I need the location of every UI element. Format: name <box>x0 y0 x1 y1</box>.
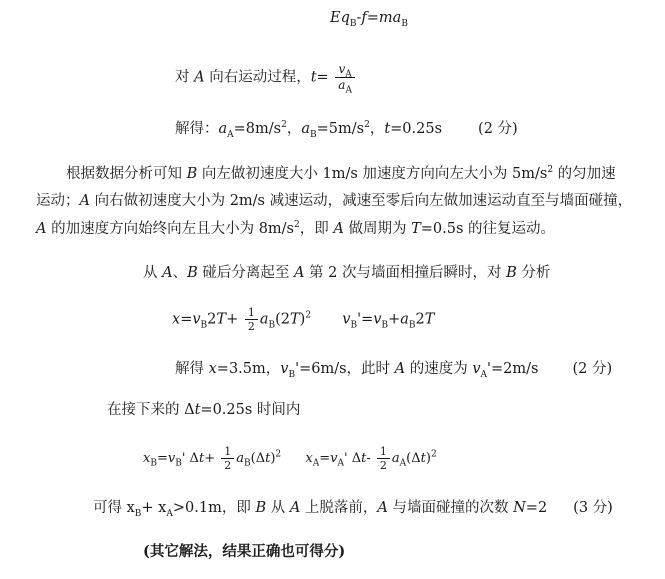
solution-line-2: 解得 x=3.5m，$v_B'=6m/s$，此时 A 的速度为 $v_A'=2m/s$ (2 分) <box>175 361 613 380</box>
equation-force-b: $Eq_B-f=ma_B$ <box>330 10 408 29</box>
conclusion-line: 可得 $x_B+ x_A>0.1m$，即 B 从 A 上脱落前，A 与墙面碰撞的次数 N=2 (3 分) <box>93 500 613 519</box>
score-badge: (3 分) <box>573 500 613 516</box>
equation-displacements: $x_B=v_B'$ Δt+ $\frac{1}{2}$ $a_B(\Delta t)^2$ $x_A=v_A'$ Δt- $\frac{1}{2}$ $a_A(\Delta t)^2$ <box>143 445 437 472</box>
line-next-interval: 在接下来的 Δt=0.25s 时间内 <box>107 402 301 418</box>
score-badge: (2 分) <box>572 361 613 377</box>
paragraph-collision-analysis: 从 A、B 碰后分离起至 A 第 2 次与墙面相撞后瞬时，对 B 分析 <box>143 265 551 281</box>
fraction-half: $\frac{1}{2}$ <box>245 306 258 333</box>
solution-line-1: 解得：$a_A=8m/s^2$，$a_B=5m/s^2$，t=0.25s (2 分) <box>175 120 518 140</box>
fraction-half: $\frac{1}{2}$ <box>221 445 234 472</box>
score-badge: (2 分) <box>478 121 518 137</box>
paragraph-analysis-line-3: A 的加速度方向始终向左且大小为 $8m/s^2$，即 A 做周期为 T=0.5s 的往复运动。 <box>36 220 555 237</box>
fraction-t: $\frac{v_A}{a_A}$ <box>335 62 355 93</box>
grading-note: (其它解法，结果正确也可得分) <box>143 543 346 560</box>
fraction-half: $\frac{1}{2}$ <box>377 445 390 472</box>
equation-displacement-b: $x=v_B2T+$ $\frac{1}{2}$ $a_B(2T)^2$ $v_B'=v_B+a_B2T$ <box>172 306 435 333</box>
paragraph-analysis-line-1: 根据数据分析可知 B 向左做初速度大小 1m/s 加速度方向向左大小为 $5m/s^2$ 的匀加速 <box>66 165 616 182</box>
line-a-motion: 对 A 向右运动过程，t= $\frac{v_A}{a_A}$ <box>175 62 357 93</box>
paragraph-analysis-line-2: 运动；A 向右做初速度大小为 2m/s 减速运动，减速至零后向左做加速运动直至与墙面碰撞， <box>36 193 633 209</box>
